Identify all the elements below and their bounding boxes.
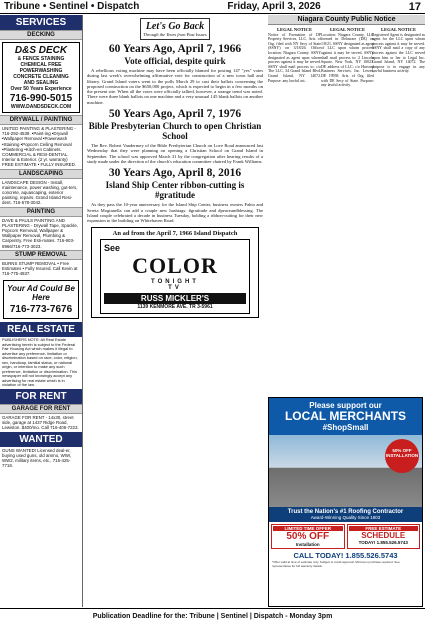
deadline-footer: Publication Deadline for the: Tribune | Sentinel | Dispatch - Monday 3pm [0,608,425,624]
dandsdeck-ad [2,42,80,113]
legal-notice-text: Registered Agent is designated as agent for the LLC upon whom process against it may be served. SSNY shall mail a copy of any process against the LLC served upon him or her to Legal Inc. Grand Island, NY 14072. The purpose is to engage in any lawful business activity. [372,32,425,74]
legal-notice-title: LEGAL NOTICE [276,27,313,32]
article2-subheading: Bible Presbyterian Church to open Christian School [88,121,262,142]
article2-body: The Rev. Robert Vandermey of the Bible Presbyterian Church on Love Road announced last Wednesday that they were planning on opening a Christian School on Grand Island in September. The school was approved March 31 by the congregation after hearing results of a study made under the direction of the church's education committee chaired by Frank Williams. [87,143,263,164]
roof-photo [269,435,422,507]
vintage-ad-caption: An ad from the April 7, 1966 Island Dispatch [112,230,238,238]
your-ad-phone: 716-773-7676 [9,304,73,316]
classifieds-rail [0,15,83,607]
legal-column-2 [321,26,374,276]
logo-subtitle: Through the Years from Past Issues [143,32,207,37]
real-estate-notice: PUBLISHERS NOTE: All Real Estate advertising herein is subject to the Federal Fair Housing Act which makes it illegal to advertise any preference, limitation or discrimination based on race, color, religion, sex, handicap, familial status, or national origin, or intention to make any such preference, limitation or discrimination. This newspaper will not knowingly accept any advertising for real estate which is in violation of the law. [2,337,78,388]
your-ad-text: Your Ad Could Be Here [7,284,75,303]
wanted-heading: WANTED [0,432,82,447]
services-heading: SERVICES [0,15,82,30]
legal-notice-text: Notice of Formation of DP Property Services, LLC. Arts. of Org. filed with NY Secy of State (SSNY) on 3/18/26. Office location: Niagara County. SSNY designated as agent upon whom process against it may be served. SSNY shall mail process to: c/o The LLC, 34 Grand Island Blvd, Grand Island, NY 14072. Purpose: any lawful act. [268,32,321,83]
tv-ad-see: See [104,243,121,254]
garage-subheading: GARAGE FOR RENT [0,404,82,414]
landscaping-listing: LANDSCAPE DESIGN - Install, maintenance, power washing, gut-ters, concrete, aquascaping, exterior painting, repairs. Grand Island Resi-dent. 716-578-3042. [2,179,78,206]
masthead [0,0,425,14]
offer-discount-label: LIMITED TIME OFFER [273,526,343,531]
legal-notice-title: LEGAL NOTICE [380,27,417,32]
article1-heading: 60 Years Ago, April 7, 1966 [108,43,242,55]
dandsdeck-title: D&S DECK [14,45,68,56]
offer-estimate-note: TODAY! 1.855.526.5743 [358,540,408,545]
ad-banner-line2: LOCAL MERCHANTS [284,409,407,423]
article2-heading: 50 Years Ago, April 7, 1976 [108,108,242,121]
wanted-listing: GUNS WANTED! Licensed deal-er, buying used guns, old ammo, WWI, WW2, military items, etc., 716-425-7718. [2,447,72,469]
stump-subheading: STUMP REMOVAL [0,250,82,260]
dandsdeck-web: WWW.DANDSDECK.COM [10,104,72,110]
offer-discount [271,524,345,549]
logo-title: Let's Go Back [145,21,205,32]
roofing-tagline [269,507,422,522]
offer-row [269,522,422,551]
lets-go-back-logo [140,18,210,40]
roofing-tagline-main: Trust the Nation's #1 Roofing Contractor [287,509,404,515]
color-tv-ad [100,239,250,314]
article1-body: A rebellious voting machine may have been officially blamed for posting 147 "yes" votes during last week's overwhelming affirmative vote for construction of a new town hall and library. Grand Island voters went to the polls March 29 to cast their ballots concerning the proposed construction on the $650,000 project, which is expected to begin in a few months on the present site. When all the votes were officially tallied, however, a strange trend was noted. There were three blank ballots on one machine and a very unusual 145 blank ballots on another machine. [87,68,263,105]
real-estate-heading: REAL ESTATE [0,322,82,337]
drywall-subheading: DRYWALL / PAINTING [0,115,82,125]
roofing-tagline-sub: Award-Winning Quality Since 1903 [310,515,381,520]
vintage-ad-box [91,227,259,318]
local-merchants-ad [268,397,423,607]
your-ad-here-box [3,280,79,319]
article1-subheading: Vote official, despite quirk [124,56,226,66]
ad-banner-line1: Please support our [309,401,382,410]
tv-ad-color: COLOR [132,253,218,279]
drywall-listing: UNITED PAINTING & PLASTERING - 716-292-4539. •Paint-ing •Drywall •Wallpaper Removal •Powerwash •Staining •Popcorn Ceiling Removal •Plastering •Kitch-en Cabinets. COMMERCIAL & RESI-DENTIAL. Interior & Exterior. (2 yr. warranty) FREE ESTIMATE • FULLY INSURED. [2,126,76,168]
stump-listing: BURNS STUMP REMOVAL • Free Estimates • Fully Insured. Call Kevin at 716-775-4937. [2,260,78,277]
legal-notice-title: LEGAL NOTICE [329,27,366,32]
tv-ad-tonight: TONIGHT [151,279,199,286]
page-number: 17 [408,0,421,13]
ad-fine-print: *Offer valid at time of estimate only. Subject to credit approval. Minimum purchase required. See representative for full warranty details. [272,560,400,568]
dandsdeck-phone: 716-990-5015 [9,93,73,104]
offer-estimate-value: SCHEDULE [361,531,406,540]
decking-subheading: DECKING [0,30,82,40]
article3-heading: Island Ship Center ribbon-cutting is #gratitude [105,180,245,201]
legal-column-3 [372,26,425,276]
painting-listing: DAVE & PAULS PAINTING AND PLASTERING - Drywall Tape, Spackle, Popcorn Removal, Wallpaper & Wallpaper Removal, Plumbing & Carpentry. Free Esti-mates. 716-903-8966/716-773-3023. [2,217,79,249]
masthead-title: Tribune • Sentinel • Dispatch [4,1,140,12]
discount-badge: 50% OFF INSTALLATION [385,439,419,473]
ad-banner [269,398,422,435]
offer-discount-note: Installation [295,542,320,547]
legal-notice-text: Location: Niagara County, LLC formed in Delaware (DE) on 1/8/21. SSNY designated as agent of LLC upon whom process against it may be served. SSNY shall mail process to: 2 Lincoln Square, New York, NY 10023. DE address of LLC: c/o Harvard Business Services, Inc. Lewes, DE 19958. Arts. of Org. filed with DE Secy of State. Purpose: any lawful activity. [321,32,374,88]
offer-estimate-label: FREE ESTIMATE [349,526,419,531]
masthead-date: Friday, April 3, 2026 [227,1,321,12]
dandsdeck-lines: & FENCE STAINING CHEMICAL FREE POWERWASHING CONCRETE CLEANING AND SEALING Over 50 Years Experience [10,56,72,92]
painting-subheading: PAINTING [0,207,82,217]
article3-dateline: 30 Years Ago, April 8, 2016 [108,167,242,180]
tv-ad-tv: TV [168,285,182,292]
public-notice-heading: Niagara County Public Notice [268,15,425,25]
tv-ad-store: RUSS MICKLER'S [104,293,246,304]
offer-estimate [347,524,421,549]
garage-listing: GARAGE FOR RENT - 14x30, street side, garage at 1437 Ridge Road, Lewiston. $400/mo. Call 716-405-7223. [2,414,79,431]
tv-ad-address: 1139 KENMORE AVE. TR 3-5961 [137,304,213,311]
history-column [85,15,265,607]
landscaping-subheading: LANDSCAPING [0,169,82,179]
ad-call-line: CALL TODAY! 1.855.526.5743 [293,551,398,560]
ad-banner-hashtag: #ShopSmall [322,423,369,432]
offer-discount-value: 50% OFF [286,531,330,542]
legal-column-1 [268,26,321,276]
article3-body: As they pass the 10-year anniversary for the Island Ship Center, business owners Fabio and Sereta Mogianella can add a couple new hashtags: #gratitude and #peaceandblessing. The Island couple celebrated a decade in business Tuesday, holding a ribbon-cutting for their new expansion to the building on Whitehaven Road. [87,202,263,224]
for-rent-heading: FOR RENT [0,389,82,404]
